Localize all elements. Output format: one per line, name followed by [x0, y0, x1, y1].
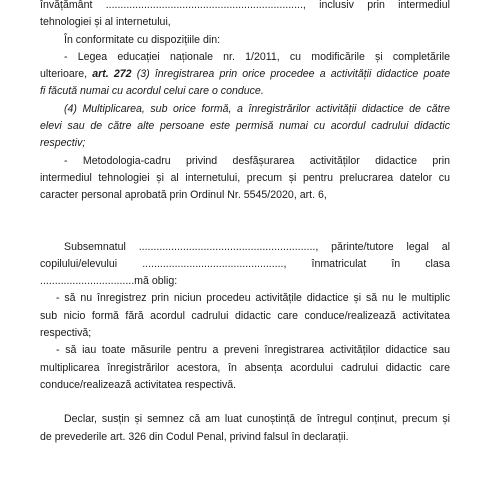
text-line-measures: - să iau toate măsurile pentru a preveni înregistrarea activităților didactice sau: [56, 344, 450, 357]
text-line-technology: tehnologiei și al internetului,: [40, 16, 171, 29]
text-line-education-law: - Legea educației naționale nr. 1/2011, cu modificările și completările: [64, 50, 450, 63]
text-line-methodology: - Metodologia-cadru privind desfășurarea activităților didactice prin: [64, 154, 450, 167]
text-line-no-form: sub nicio formă fără acordul cadrului didactic care conduce/realizează activitatea: [40, 309, 450, 322]
text-span-article-text: (3) înregistrarea prin orice procedee a activității didactice poate: [131, 68, 450, 81]
text-line-order: caracter personal aprobată prin Ordinul Nr. 5545/2020, art. 6,: [40, 189, 327, 202]
text-line-conducts: conduce/realizează activitatea respectivă.: [40, 378, 237, 391]
text-line-internet: intermediul tehnologiei și al internetului, precum și pentru prelucrarea datelor cu: [40, 171, 450, 184]
text-line-child: copilului/elevului ................................................, înmatriculat în clasa: [40, 257, 450, 270]
spacer: [40, 394, 450, 411]
text-span-article-number: art. 272: [92, 68, 132, 81]
text-span-ulterioare: ulterioare,: [40, 68, 93, 81]
text-line-art-272: [40, 66, 450, 83]
text-line-multiplication: (4) Multiplicarea, sub orice formă, a înregistrărilor activității didactice de către: [64, 102, 450, 115]
text-line-no-record: - să nu înregistrez prin niciun procedeu activitățile didactice și să nu le multiplic: [56, 292, 450, 305]
text-line-consent: fi făcută numai cu acordul celui care o conduce.: [40, 85, 264, 98]
text-line-penal-code: de prevederile art. 326 din Codul Penal, privind falsul în declarații.: [40, 430, 349, 443]
text-line-dispositions: În conformitate cu dispozițiile din:: [64, 33, 221, 46]
text-line-declaration: Declar, susțin și semnez că am luat cunoștință de întregul conținut, precum și: [64, 413, 450, 426]
text-line-multiplying: multiplicarea înregistrărilor acestora, în absența acordului cadrului didactic care: [40, 361, 450, 374]
text-line-respective-2: respectivă;: [40, 327, 92, 340]
text-line-oblige: ................................mă oblig:: [40, 275, 178, 288]
text-line-teaching-field: învățământ ..................................................................., inclusiv prin intermediul: [40, 0, 450, 11]
text-line-respective: respectiv;: [40, 137, 86, 150]
spacer: [40, 205, 450, 239]
text-line-undersigned: Subsemnatul ............................................................, părinte/tutore legal al: [64, 240, 450, 253]
text-line-students: elevi sau de către alte persoane este permisă numai cu acordul cadrului didactic: [40, 120, 450, 133]
